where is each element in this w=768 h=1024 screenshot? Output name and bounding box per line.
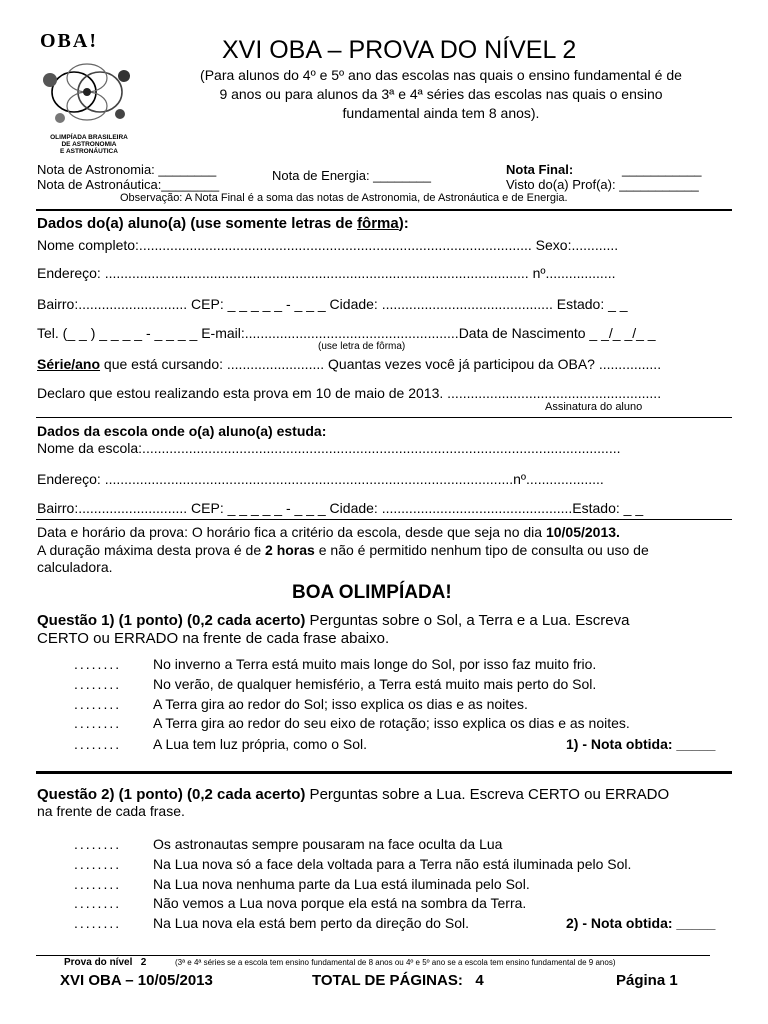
email-note: (use letra de fôrma): [318, 341, 406, 352]
exam-duration-info-cont: calculadora.: [37, 559, 113, 575]
q2-item: Os astronautas sempre pousaram na face oculta da Lua: [153, 836, 503, 852]
q1-answer-blank[interactable]: ........: [74, 736, 122, 752]
logo-caption: OLIMPÍADA BRASILEIRA DE ASTRONOMIA E ASTRONÁUTICA: [50, 134, 128, 155]
q1-statement-cont: CERTO ou ERRADO na frente de cada frase abaixo.: [37, 630, 390, 647]
logo-word: OBA!: [40, 30, 98, 52]
grade-final-label: Nota Final:: [506, 162, 574, 177]
divider: [36, 519, 732, 520]
logo-rings-icon: [34, 58, 144, 128]
school-name-line: Nome da escola:...........................................................................................................................: [37, 440, 621, 456]
divider: [36, 209, 732, 211]
grade-astronomia: Nota de Astronomia: ________: [37, 162, 217, 177]
q1-grade-field[interactable]: 1) - Nota obtida: _____: [566, 736, 716, 752]
oba-logo: [34, 30, 144, 165]
grade-observacao: Observação: A Nota Final é a soma das notas de Astronomia, de Astronáutica e de Energia.: [120, 192, 568, 204]
thick-divider: [36, 771, 732, 774]
q2-grade-field[interactable]: 2) - Nota obtida: _____: [566, 915, 716, 931]
q1-item: A Terra gira ao redor do Sol; isso explica os dias e as noites.: [153, 696, 528, 712]
student-heading: Dados do(a) aluno(a) (use somente letras de fôrma):: [37, 215, 409, 232]
q2-answer-blank[interactable]: ........: [74, 876, 122, 892]
footer-total-pages: TOTAL DE PÁGINAS: 4: [312, 972, 484, 989]
student-name-line: Nome completo:..................................................................................................... Sexo:............: [37, 237, 619, 253]
q2-statement: Questão 2) (1 ponto) (0,2 cada acerto) Perguntas sobre a Lua. Escreva CERTO ou ERRADO: [37, 786, 670, 803]
student-address-line: Endereço: ............................................................................................................. nº..................: [37, 265, 616, 281]
grade-astronautica: Nota de Astronáutica:________: [37, 177, 220, 192]
declaration-line: Declaro que estou realizando esta prova em 10 de maio de 2013. .......................................................: [37, 385, 662, 401]
footer-prova-label: Prova do nível 2: [64, 957, 147, 968]
boa-olimpiada: BOA OLIMPÍADA!: [292, 582, 452, 603]
page-title: XVI OBA – PROVA DO NÍVEL 2: [222, 36, 577, 64]
footer-page-number: Página 1: [616, 972, 678, 989]
exam-duration-info: A duração máxima desta prova é de 2 horas e não é permitido nenhum tipo de consulta ou uso de: [37, 542, 649, 558]
school-heading: Dados da escola onde o(a) aluno(a) estuda:: [37, 423, 327, 439]
q2-answer-blank[interactable]: ........: [74, 895, 122, 911]
q2-answer-blank[interactable]: ........: [74, 856, 122, 872]
q1-answer-blank[interactable]: ........: [74, 696, 122, 712]
q1-item: A Lua tem luz própria, como o Sol.: [153, 736, 367, 752]
student-phone-line: Tel. (_ _ ) _ _ _ _ - _ _ _ _ E-mail:.......................................................Data de Nascimento _ _/_ _/_ _: [37, 325, 656, 341]
q1-answer-blank[interactable]: ........: [74, 676, 122, 692]
q1-statement: Questão 1) (1 ponto) (0,2 cada acerto) Perguntas sobre o Sol, a Terra e a Lua. Escreva: [37, 612, 630, 629]
q1-item: A Terra gira ao redor do seu eixo de rotação; isso explica os dias e as noites.: [153, 715, 630, 731]
q2-item: Não vemos a Lua nova porque ela está na sombra da Terra.: [153, 895, 527, 911]
q2-answer-blank[interactable]: ........: [74, 836, 122, 852]
q1-answer-blank[interactable]: ........: [74, 656, 122, 672]
school-district-line: Bairro:............................ CEP: _ _ _ _ _ - _ _ _ Cidade: .................................................Estado: _ _: [37, 500, 644, 516]
signature-label: Assinatura do aluno: [545, 401, 643, 413]
student-grade-line: Série/ano que está cursando: ......................... Quantas vezes você já participou da OBA? ................: [37, 356, 662, 372]
q2-item: Na Lua nova ela está bem perto da direção do Sol.: [153, 915, 469, 931]
footer-note: (3ª e 4ª séries se a escola tem ensino fundamental de 8 anos ou 4º e 5º ano se a escola tem ensino fundamental de 9 anos): [175, 958, 616, 967]
footer-divider: [36, 955, 710, 956]
q1-item: No verão, de qualquer hemisfério, a Terra está muito mais perto do Sol.: [153, 676, 597, 692]
q2-statement-cont: na frente de cada frase.: [37, 803, 185, 819]
q1-item: No inverno a Terra está muito mais longe do Sol, por isso faz muito frio.: [153, 656, 597, 672]
header-subtitle: (Para alunos do 4º e 5º ano das escolas nas quais o ensino fundamental é de 9 anos ou para alunos da 3ª e 4ª séries das escolas nas quais o ensino fundamental ainda tem 8 anos).: [200, 67, 682, 121]
divider: [36, 417, 732, 418]
grade-final-line: ___________: [622, 162, 702, 177]
footer-left: XVI OBA – 10/05/2013: [60, 972, 213, 989]
q2-item: Na Lua nova só a face dela voltada para a Terra não está iluminada pelo Sol.: [153, 856, 632, 872]
grade-visto: Visto do(a) Prof(a): ___________: [506, 177, 699, 192]
q2-answer-blank[interactable]: ........: [74, 915, 122, 931]
exam-date-info: Data e horário da prova: O horário fica a critério da escola, desde que seja no dia 10/05/2013.: [37, 524, 620, 540]
grade-energia: Nota de Energia: ________: [272, 168, 432, 183]
school-address-line: Endereço: .........................................................................................................nº....................: [37, 471, 604, 487]
q1-answer-blank[interactable]: ........: [74, 715, 122, 731]
q2-item: Na Lua nova nenhuma parte da Lua está iluminada pelo Sol.: [153, 876, 530, 892]
student-district-line: Bairro:............................ CEP: _ _ _ _ _ - _ _ _ Cidade: ............................................ Estado: _ _: [37, 296, 628, 312]
